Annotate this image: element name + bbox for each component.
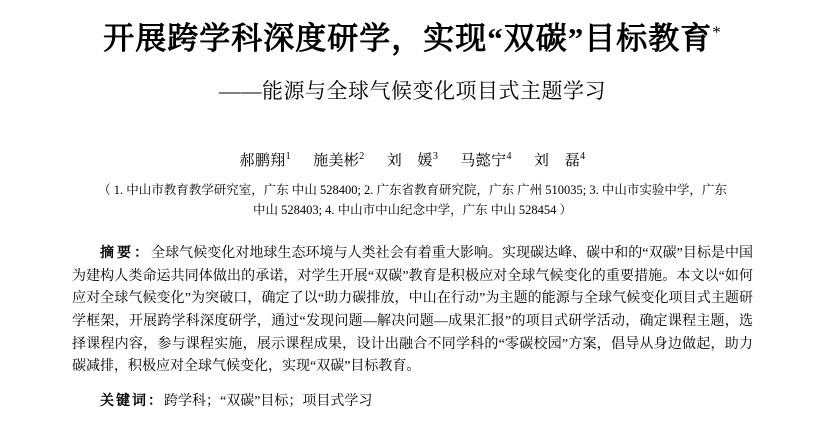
page-subtitle: ——能源与全球气候变化项目式主题学习	[219, 78, 606, 103]
abstract-section	[72, 243, 753, 379]
author-name: 刘 磊	[533, 152, 581, 169]
abstract-label: 摘要：	[100, 246, 152, 261]
affiliation-list: （ 1. 中山市教育教学研究室，广东 中山 528400; 2. 广东省教育研究院，广东 广州 510035; 3. 中山市实验中学，广东 中山 528403; 4. 中山市中山纪念中学，广东 中山 528454 ）	[98, 182, 727, 218]
keywords-section	[72, 391, 753, 413]
title-main-text: 开展跨学科深度研学，实现“双碳”目标教育	[103, 21, 713, 56]
author-list	[0, 149, 825, 170]
keywords-text: 跨学科；“双碳”目标；项目式学习	[164, 394, 373, 410]
author-affiliation-marker: 1	[285, 150, 292, 162]
author-name: 刘 媛	[386, 152, 433, 169]
author-name: 施美彬	[313, 152, 360, 169]
paper-page	[0, 20, 825, 447]
author-affiliation-marker: 2	[359, 150, 365, 162]
author-affiliation-marker: 4	[506, 150, 512, 162]
keywords-label: 关键词：	[100, 394, 164, 410]
author-affiliation-marker: 4	[580, 150, 586, 162]
title-footnote-marker: *	[712, 22, 722, 42]
author-name: 马懿宁	[460, 152, 507, 169]
page-title	[0, 20, 825, 59]
abstract-text: 全球气候变化对地球生态环境与人类社会有着重大影响。实现碳达峰、碳中和的“双碳”目标是中国为建构人类命运共同体做出的承诺，对学生开展“双碳”教育是积极应对全球气候变化的重要措施。本文以“如何应对全球气候变化”为突破口，确定了以“助力碳排放，中山在行动”为主题的能源与全球气候变化项目式主题研学框架，开展跨学科深度研学，通过“发现问题—解决问题—成果汇报”的项目式研学活动，确定课程主题，选择课程内容，参与课程实施，展示课程成果，设计出融合不同学科的“零碳校园”方案，倡导从身边做起，助力碳减排，积极应对全球气候变化，实现“双碳”目标教育。	[72, 246, 753, 375]
author-affiliation-marker: 3	[432, 150, 439, 162]
author-name: 郝鹏翔	[239, 152, 286, 169]
